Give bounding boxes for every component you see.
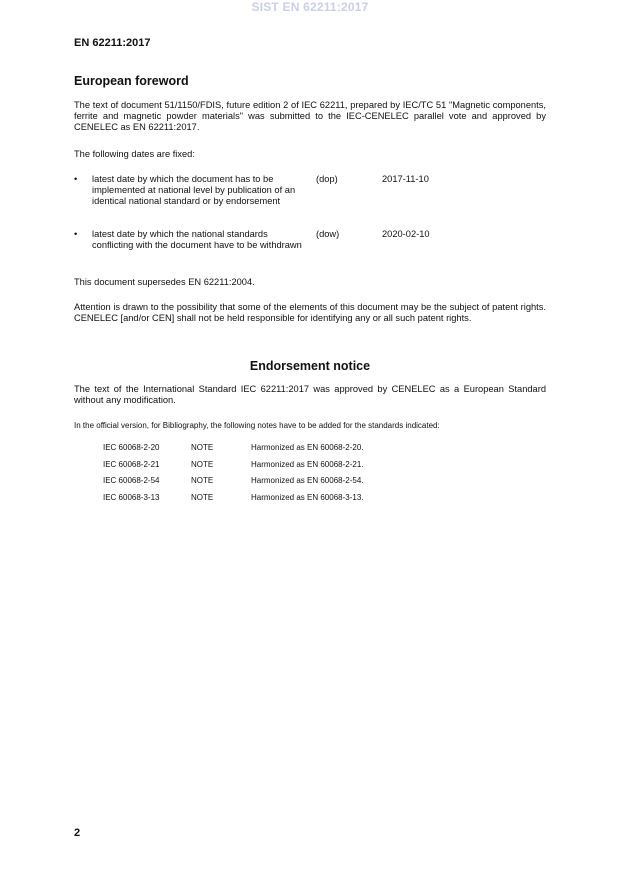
note-standard: IEC 60068-2-21: [103, 460, 160, 469]
foreword-title: European foreword: [74, 74, 189, 88]
watermark: SIST EN 62211:2017: [251, 0, 369, 14]
note-standard: IEC 60068-3-13: [103, 493, 160, 502]
note-standard: IEC 60068-2-20: [103, 443, 160, 452]
date-description: latest date by which the document has to be implemented at national level by publication of an identical national standard or by endorsement: [92, 174, 296, 207]
date-value: 2020-02-10: [382, 229, 430, 239]
note-type: NOTE: [191, 476, 214, 485]
note-text: Harmonized as EN 60068-2-21.: [251, 460, 364, 469]
endorsement-title: Endorsement notice: [249, 359, 371, 373]
note-text: Harmonized as EN 60068-3-13.: [251, 493, 364, 502]
bibliography-intro: In the official version, for Bibliography, the following notes have to be added for the standards indicated:: [74, 421, 440, 430]
note-standard: IEC 60068-2-54: [103, 476, 160, 485]
date-description: latest date by which the national standards conflicting with the document have to be withdrawn: [92, 229, 302, 251]
date-abbreviation: (dop): [316, 174, 338, 184]
endorsement-text: The text of the International Standard IEC 62211:2017 was approved by CENELEC as a European Standard without any modification.: [74, 384, 546, 406]
bullet-icon: •: [74, 229, 78, 239]
date-abbreviation: (dow): [316, 229, 340, 239]
note-type: NOTE: [191, 443, 214, 452]
foreword-intro: The text of document 51/1150/FDIS, future edition 2 of IEC 62211, prepared by IEC/TC 51 "Magnetic components, ferrite and magnetic powder materials" was submitted to the IEC-CENELEC parallel vote and approved by CENELEC as EN 62211:2017.: [74, 100, 546, 133]
date-value: 2017-11-10: [382, 174, 429, 184]
document-identifier: EN 62211:2017: [74, 37, 151, 49]
patent-attention-text: Attention is drawn to the possibility that some of the elements of this document may be the subject of patent rights. CENELEC [and/or CEN] shall not be held responsible for identifying any or all such patent rights.: [74, 302, 546, 324]
page-number: 2: [74, 827, 81, 839]
note-type: NOTE: [191, 460, 214, 469]
supersedes-text: This document supersedes EN 62211:2004.: [74, 277, 255, 287]
note-type: NOTE: [191, 493, 214, 502]
note-text: Harmonized as EN 60068-2-20.: [251, 443, 364, 452]
note-text: Harmonized as EN 60068-2-54.: [251, 476, 364, 485]
dates-intro: The following dates are fixed:: [74, 149, 195, 159]
bullet-icon: •: [74, 174, 78, 184]
